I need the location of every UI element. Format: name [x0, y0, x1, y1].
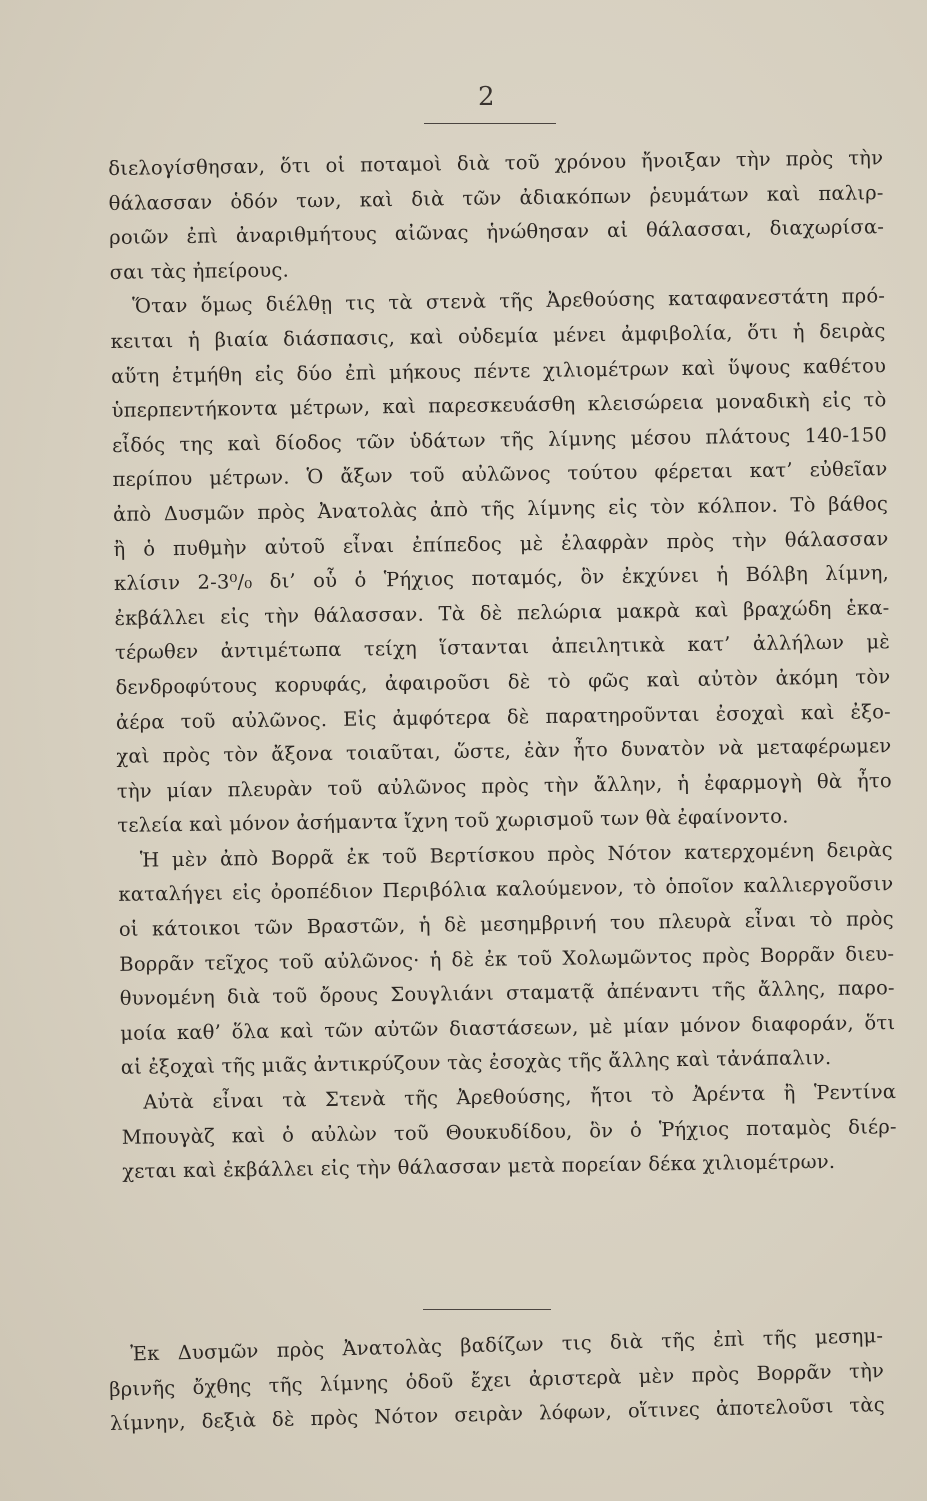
text-line: λίμνην, δεξιὰ δὲ πρὸς Νότον σειρὰν λόφων, οἵτινες ἀποτελοῦσι τὰς [109, 1393, 886, 1436]
header-rule [424, 123, 556, 124]
text-line: μοία καθ’ ὅλα καὶ τῶν αὐτῶν διαστάσεων, μὲ μίαν μόνον διαφοράν, ὅτι [120, 1010, 896, 1045]
text-line: θυνομένη διὰ τοῦ ὄρους Σουγλιάνι σταματᾷ ἀπέναντι τῆς ἄλλης, παρο- [119, 976, 895, 1011]
text-line: κλίσιν 2-3⁰/₀ δι’ οὗ ὁ Ῥήχιος ποταμός, ὃν ἐκχύνει ἡ Βόλβη λίμνη, [113, 561, 890, 596]
section-divider [423, 1309, 551, 1310]
text-line: εἶδός της καὶ δίοδος τῶν ὑδάτων τῆς λίμνης μέσου πλάτους 140-150 [111, 422, 888, 457]
text-line: ἐκβάλλει εἰς τὴν θάλασσαν. Τὰ δὲ πελώρια μακρὰ καὶ βραχώδη ἑκα- [114, 595, 890, 630]
text-line: χεται καὶ ἐκβάλλει εἰς τὴν θάλασσαν μετὰ πορείαν δέκα χιλιομέτρων. [122, 1150, 836, 1184]
text-line: ἀπὸ Δυσμῶν πρὸς Ἀνατολὰς ἀπὸ τῆς λίμνης εἰς τὸν κόλπον. Τὸ βάθος [112, 492, 889, 526]
text-line: ροιῶν ἐπὶ ἀναριθμήτους αἰῶνας ἡνώθησαν αἱ θάλασσαι, διαχωρίσα- [109, 215, 885, 250]
text-line: βρινῆς ὄχθης τῆς λίμνης ὁδοῦ ἔχει ἀριστερὰ μὲν πρὸς Βορρᾶν τὴν [108, 1358, 885, 1401]
text-line: Βορρᾶν τεῖχος τοῦ αὐλῶνος· ἡ δὲ ἐκ τοῦ Χολωμῶντος πρὸς Βορρᾶν διευ- [119, 941, 895, 976]
text-line: τελεία καὶ μόνον ἀσήμαντα ἴχνη τοῦ χωρισμοῦ των θὰ ἐφαίνοντο. [117, 804, 789, 838]
text-line: τὴν μίαν πλευρὰν τοῦ αὐλῶνος πρὸς τὴν ἄλλην, ἡ ἐφαρμογὴ θὰ ἦτο [116, 768, 893, 803]
text-line: αὕτη ἐτμήθη εἰς δύο ἐπὶ μήκους πέντε χιλιομέτρων καὶ ὕψους καθέτου [110, 353, 887, 388]
text-line: θάλασσαν ὁδόν των, καὶ διὰ τῶν ἀδιακόπων ῥευμάτων καὶ παλιρ- [108, 180, 884, 215]
text-line: κειται ἡ βιαία διάσπασις, καὶ οὐδεμία μένει ἀμφιβολία, ὅτι ἡ δειρὰς [110, 319, 886, 353]
text-line: Ἡ μὲν ἀπὸ Βορρᾶ ἐκ τοῦ Βερτίσκου πρὸς Νότον κατερχομένη δειρὰς [139, 837, 893, 872]
text-line: σαι τὰς ἠπείρους. [109, 258, 290, 284]
continuation-text [108, 1319, 885, 1442]
text-line: οἱ κάτοικοι τῶν Βραστῶν, ἡ δὲ μεσημβρινή του πλευρὰ εἶναι τὸ πρὸς [118, 907, 894, 941]
text-line: Ὅταν ὅμως διέλθῃ τις τὰ στενὰ τῆς Ἀρεθούσης καταφανεστάτη πρό- [131, 284, 886, 319]
text-line: τέρωθεν ἀντιμέτωπα τείχη ἵστανται ἀπειλητικὰ κατ’ ἀλλήλων μὲ [114, 630, 891, 665]
text-line: διελογίσθησαν, ὅτι οἱ ποταμοὶ διὰ τοῦ χρόνου ἤνοιξαν τὴν πρὸς τὴν [108, 146, 884, 180]
body-text [108, 141, 897, 1190]
text-line: χαὶ πρὸς τὸν ἄξονα τοιαῦται, ὥστε, ἐὰν ἦτο δυνατὸν νὰ μεταφέρωμεν [116, 734, 892, 769]
text-line: ἢ ὁ πυθμὴν αὐτοῦ εἶναι ἐπίπεδος μὲ ἐλαφρὰν πρὸς τὴν θάλασσαν [113, 526, 889, 561]
text-line: Μπουγὰζ καὶ ὁ αὐλὼν τοῦ Θουκυδίδου, ὃν ὁ Ῥήχιος ποταμὸς διέρ- [121, 1114, 897, 1149]
page-number: 2 [478, 82, 495, 112]
text-line: Ἐκ Δυσμῶν πρὸς Ἀνατολὰς βαδίζων τις διὰ τῆς ἐπὶ τῆς μεσημ- [130, 1324, 884, 1366]
text-line: δενδροφύτους κορυφάς, ἀφαιροῦσι δὲ τὸ φῶς καὶ αὐτὸν ἀκόμη τὸν [115, 665, 891, 699]
text-line: Αὐτὰ εἶναι τὰ Στενὰ τῆς Ἀρεθούσης, ἤτοι τὸ Ἀρέντα ἢ Ῥεντίνα [143, 1080, 897, 1114]
text-line: ἀέρα τοῦ αὐλῶνος. Εἰς ἀμφότερα δὲ παρατηροῦνται ἐσοχαὶ καὶ ἐξο- [115, 699, 892, 734]
text-line: ὑπερπεντήκοντα μέτρων, καὶ παρεσκευάσθη κλεισώρεια μοναδικὴ εἰς τὸ [111, 388, 887, 423]
text-line: αἱ ἐξοχαὶ τῆς μιᾶς ἀντικρύζουν τὰς ἐσοχὰς τῆς ἄλλης καὶ τἀνάπαλιν. [120, 1046, 832, 1080]
text-line: καταλήγει εἰς ὀροπέδιον Περιβόλια καλούμενον, τὸ ὁποῖον καλλιεργοῦσιν [118, 872, 894, 907]
text-line: περίπου μέτρων. Ὁ ἄξων τοῦ αὐλῶνος τούτου φέρεται κατ’ εὐθεῖαν [112, 457, 888, 492]
